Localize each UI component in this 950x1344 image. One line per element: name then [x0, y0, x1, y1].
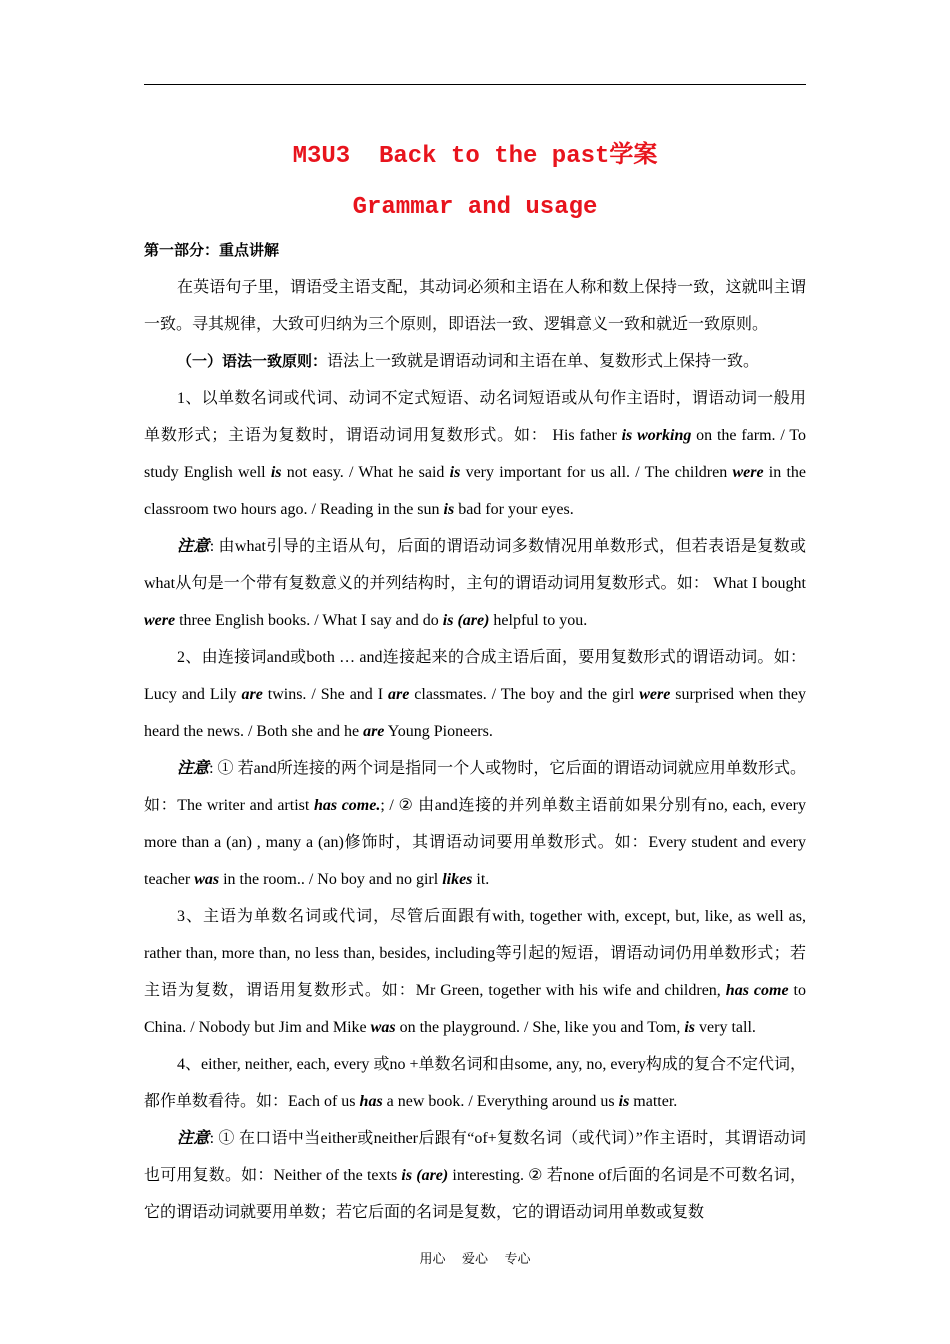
note-label: 注意 [177, 760, 210, 777]
note-label: 注意 [177, 538, 210, 555]
note-1-paragraph: 注意: 由what引导的主语从句，后面的谓语动词多数情况用单数形式，但若表语是复数或what从句是一个带有复数意义的并列结构时，主句的谓语动词用复数形式。如： What I bought were three English books. / What I say and do is (are) helpful to you. [144, 538, 806, 629]
page-footer: 用心 爱心 专心 [419, 1252, 531, 1267]
document-subtitle: Grammar and usage [352, 194, 598, 221]
note-3-paragraph: 注意: ① 在口语中当either或neither后跟有“of+复数名词（或代词）”作主语时，其谓语动词也可用复数。如：Neither of the texts is (are) interesting. ② 若none of后面的名词是不可数名词，它的谓语动词就要用单数；若它后面的名词是复数，它的谓语动词用单数或复数 [144, 1130, 806, 1221]
header-rule [144, 84, 806, 85]
intro-paragraph: 在英语句子里，谓语受主语支配，其动词必须和主语在人称和数上保持一致，这就叫主谓一致。寻其规律，大致可归纳为三个原则，即语法一致、逻辑意义一致和就近一致原则。 [144, 279, 806, 333]
note-2-paragraph: 注意: ① 若and所连接的两个词是指同一个人或物时，它后面的谓语动词就应用单数形式。如：The writer and artist has come.; / ② 由and连接的并列单数主语前如果分别有no, each, every more than a (an) , many a (an)修饰时，其谓语动词要用单数形式。如：Every student and every teacher was in the room.. / No boy and no girl likes it. [144, 760, 806, 888]
rule-1-paragraph: 1、以单数名词或代词、动词不定式短语、动名词短语或从句作主语时，谓语动词一般用单数形式；主语为复数时，谓语动词用复数形式。如： His father is working on the farm. / To study English well is not easy. / What he said is very important for us all. / The children were in the classroom two hours ago. / Reading in the sun is bad for your eyes. [144, 390, 807, 518]
principle-paragraph: （一）语法一致原则：语法上一致就是谓语动词和主语在单、复数形式上保持一致。 [177, 352, 760, 370]
document-title: M3U3 Back to the past学案 [292, 140, 658, 170]
rule-2-paragraph: 2、由连接词and或both … and连接起来的合成主语后面，要用复数形式的谓语动词。如：Lucy and Lily are twins. / She and I are classmates. / The boy and the girl were surprised when they heard the news. / Both she and he are Young Pioneers. [144, 649, 807, 740]
section-heading: 第一部分：重点讲解 [144, 241, 280, 259]
principle-label: （一）语法一致原则： [177, 352, 328, 370]
note-label: 注意 [177, 1130, 210, 1147]
document-body [144, 232, 806, 1231]
rule-3-paragraph: 3、主语为单数名词或代词，尽管后面跟有with, together with, except, but, like, as well as, rather than, more than, no less than, besides, including等引起的短语，谓语动词仍用单数形式；若主语为复数，谓语用复数形式。如：Mr Green, together with his wife and children, has come to China. / Nobody but Jim and Mike was on the playground. / She, like you and Tom, is very tall. [144, 908, 806, 1036]
rule-4-paragraph: 4、either, neither, each, every 或no +单数名词和由some, any, no, every构成的复合不定代词，都作单数看待。如：Each of us has a new book. / Everything around us is matter. [144, 1056, 806, 1110]
